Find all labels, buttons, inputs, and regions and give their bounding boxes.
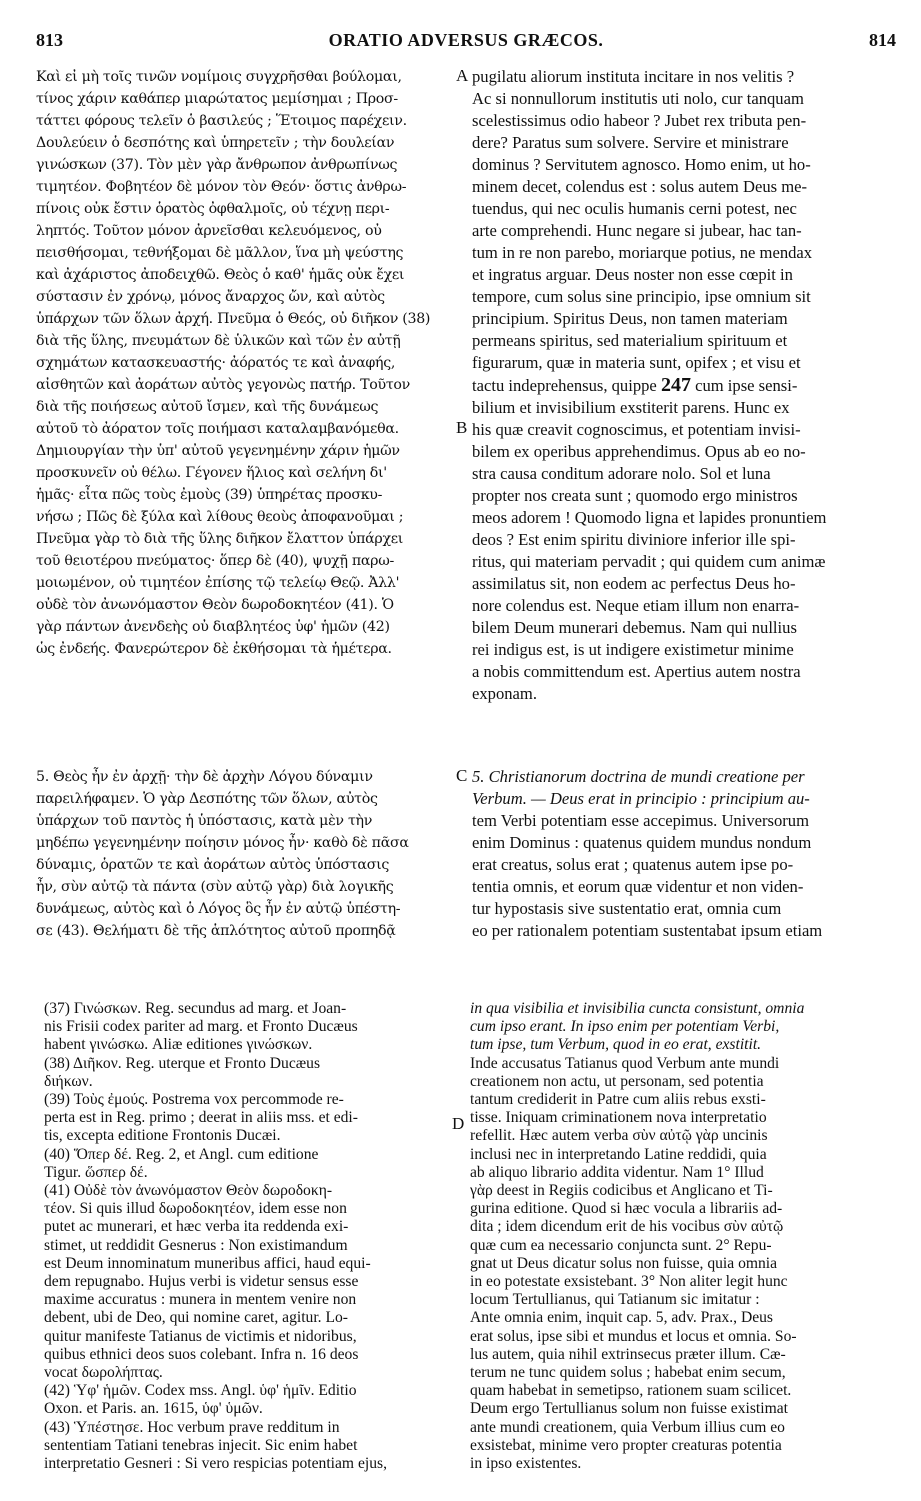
- footnote-left-line: quitur manifeste Tatianus de victimis et nidoribus,: [44, 1327, 357, 1345]
- footnotes-left-column: [44, 1000, 452, 1480]
- greek-top-line: πίνοις οὐκ ἔστιν ὁρατὸς ὀφθαλμοῖς, οὐ τέχνῃ περι-: [36, 201, 390, 217]
- greek-top-line: ἡμᾶς· εἶτα πῶς τοὺς ἐμοὺς (39) ὑπηρέτας προσκυ-: [36, 487, 383, 503]
- margin-marker-a: A: [456, 66, 469, 85]
- latin-top-line: Ac si nonnullorum institutis uti nolo, cur tanquam: [472, 89, 804, 108]
- latin-top-line: exponam.: [472, 684, 537, 703]
- latin-mid-line: erat creatus, solus erat ; quatenus autem ipse po-: [472, 855, 794, 874]
- footnote-left-line: (39) Τοὺς ἐμούς. Postrema vox percommode re-: [44, 1091, 344, 1109]
- footnote-left-line: dem repugnabo. Hujus verbi is videtur sensus esse: [44, 1273, 359, 1291]
- latin-top-line: his quæ creavit cognoscimus, et potentiam invisi-: [472, 420, 801, 439]
- greek-top-line: σχημάτων κατασκευαστής· ἀόρατός τε καὶ ἀναφής,: [36, 355, 396, 371]
- greek-top-line: ληπτός. Τοῦτον μόνον ἀρνεῖσθαι κελευόμενος, οὐ: [36, 223, 382, 239]
- greek-text-column-top: [36, 66, 456, 666]
- footnote-right-line: terum ne tunc quidem solus ; habebat enim secum,: [470, 1364, 786, 1382]
- footnote-right-line: dita ; idem dicendum erit de his vocibus σὺν αὐτῷ: [470, 1218, 784, 1236]
- latin-top-line: meos adorem ! Quomodo ligna et lapides pronuntiem: [472, 508, 827, 527]
- footnote-right-line: tum ipse, tum Verbum, quod in eo erat, exstitit.: [470, 1036, 762, 1054]
- margin-marker-b: B: [456, 418, 468, 437]
- greek-top-line: καὶ ἀχάριστος ἀποδειχθῶ. Θεὸς ὁ καθ' ἡμᾶς οὐκ ἔχει: [36, 267, 405, 283]
- latin-top-line: tum in re non parebo, moriarque potius, ne mendax: [472, 243, 813, 262]
- greek-top-line: τίνος χάριν καθάπερ μιαρώτατος μεμίσημαι ; Προσ-: [36, 91, 398, 107]
- footnote-left-line: (41) Οὐδὲ τὸν ἀνωνόμαστον Θεὸν δωροδοκη-: [44, 1182, 333, 1200]
- footnote-left-line: vocat δωρολήπτας.: [44, 1364, 163, 1382]
- footnote-right-line: gurina editione. Quod si hæc vocula a librariis ad-: [470, 1200, 783, 1218]
- footnote-left-line: interpretatio Gesneri : Si vero respicias potentiam ejus,: [44, 1455, 387, 1473]
- latin-top-line: deos ? Est enim spiritu diviniore inferior ille spi-: [472, 530, 796, 549]
- latin-top-line: bilem Deum munerari debemus. Nam qui nullius: [472, 618, 797, 637]
- footnote-right-line: creationem non actu, ut personam, sed potentia: [470, 1072, 764, 1090]
- greek-top-line: τοῦ θειοτέρου πνεύματος· ὅπερ δὲ (40), ψυχῇ παρω-: [36, 553, 394, 569]
- latin-text-column-section-5: [472, 766, 898, 946]
- latin-top-line: scelestissimus odio habeor ? Jubet rex tributa pen-: [472, 111, 807, 130]
- footnote-left-line: stimet, ut reddidit Gesnerus : Non existimandum: [44, 1236, 348, 1254]
- greek-text-column-section-5: [36, 766, 456, 946]
- footnote-left-line: habent γινώσκω. Aliæ editiones γινώσκων.: [44, 1036, 313, 1054]
- footnote-left-line: (42) Ὑφ' ἡμῶν. Codex mss. Angl. ὑφ' ἡμῖν. Editio: [44, 1382, 357, 1400]
- greek-top-line: αἰσθητῶν καὶ ἀοράτων αὐτὸς γεγονὼς πατήρ. Τοῦτον: [36, 377, 410, 393]
- footnote-right-line: cum ipso erant. In ipso enim per potentiam Verbi,: [470, 1018, 780, 1036]
- latin-top-line: rei indigus est, is ut indigere existimetur minime: [472, 640, 794, 659]
- latin-top-line: dere? Paratus sum solvere. Servire et ministrare: [472, 133, 789, 152]
- footnote-left-line: perta est in Reg. primo ; deerat in aliis mss. et edi-: [44, 1109, 358, 1127]
- greek-mid-line: δύναμις, ὁρατῶν τε καὶ ἀοράτων αὐτὸς ὑπόστασις: [36, 857, 390, 873]
- latin-top-line: arte comprehendi. Hunc negare si jubear, hac tan-: [472, 221, 802, 240]
- greek-top-line: ὑπάρχων τῶν ὅλων ἀρχή. Πνεῦμα ὁ Θεός, οὐ διῆκον (38): [36, 311, 431, 327]
- latin-top-line: nore colendus est. Neque etiam illum non enarra-: [472, 596, 800, 615]
- footnote-right-line: locum Tertullianus, qui Tatianum sic imitatur :: [470, 1291, 760, 1309]
- footnote-right-line: quam habebat in semetipso, rationem suam scilicet.: [470, 1382, 792, 1400]
- latin-top-line: dominus ? Servitutem agnosco. Homo enim, ut ho-: [472, 155, 811, 174]
- margin-marker-c: C: [456, 766, 468, 785]
- footnote-right-line: refellit. Hæc autem verba σὺν αὐτῷ γὰρ uncinis: [470, 1127, 768, 1145]
- greek-mid-line: σε (43). Θελήματι δὲ τῆς ἁπλότητος αὐτοῦ προπηδᾷ: [36, 923, 396, 939]
- latin-top-line: pugilatu aliorum instituta incitare in nos velitis ?: [472, 67, 795, 86]
- greek-top-line: Δημιουργίαν τὴν ὑπ' αὐτοῦ γεγενημένην χάριν ἡμῶν: [36, 443, 400, 459]
- latin-mid-line: tem Verbi potentiam esse accepimus. Universorum: [472, 811, 810, 830]
- greek-top-line: οὐδὲ τὸν ἀνωνόμαστον Θεὸν δωροδοκητέον (41). Ὁ: [36, 597, 394, 613]
- footnote-left-line: est Deum innominatum muneribus affici, haud equi-: [44, 1254, 371, 1272]
- footnote-right-line: ab aliquo librario addita videntur. Nam 1° Illud: [470, 1163, 764, 1181]
- footnote-right-line: tisse. Iniquam criminationem nova interpretatio: [470, 1109, 767, 1127]
- footnote-left-line: (40) Ὅπερ δέ. Reg. 2, et Angl. cum editione: [44, 1145, 319, 1163]
- footnote-right-line: γὰρ deest in Regiis codicibus et Anglicano et Ti-: [470, 1182, 773, 1200]
- latin-mid-line: enim Dominus : quatenus quidem mundus nondum: [472, 833, 812, 852]
- latin-top-line: permeans spiritus, sed materialium spirituum et: [472, 331, 788, 350]
- footnote-right-line: lus autem, quia nihil extrinsecus præter illum. Cæ-: [470, 1345, 786, 1363]
- footnote-left-line: sententiam Tatiani tenebras injecit. Sic enim habet: [44, 1436, 358, 1454]
- inline-page-number: 247: [660, 374, 691, 396]
- footnote-right-line: Ante omnia enim, inquit cap. 5, adv. Prax., Deus: [470, 1309, 774, 1327]
- latin-top-line: bilium et invisibilium exstiterit parens. Hunc ex: [472, 398, 790, 417]
- latin-mid-line: tur hypostasis sive sustentatio erat, omnia cum: [472, 899, 782, 918]
- latin-top-line: minem decet, colendus est : solus autem Deus me-: [472, 177, 808, 196]
- footnote-left-line: putet ac munerari, et hæc verba ita reddenda exi-: [44, 1218, 349, 1236]
- footnote-right-line: gnat ut Deus dicatur solus non fuisse, quia omnia: [470, 1254, 778, 1272]
- greek-top-line: μοιωμένον, οὐ τιμητέον ἐπίσης τῷ τελείῳ Θεῷ. Ἀλλ': [36, 575, 400, 591]
- running-header: [36, 30, 896, 56]
- latin-top-line: stra causa conditum adorare nolo. Sol et luna: [472, 464, 771, 483]
- greek-top-line: ὡς ἐνδεής. Φανερώτερον δὲ ἐκθήσομαι τὰ ἡμέτερα.: [36, 641, 392, 657]
- greek-top-line: προσκυνεῖν οὐ θέλω. Γέγονεν ἥλιος καὶ σελήνη δι': [36, 465, 387, 481]
- footnote-left-line: nis Frisii codex pariter ad marg. et Fronto Ducæus: [44, 1018, 358, 1036]
- latin-mid-line: tentia omnis, et eorum quæ videntur et non viden-: [472, 877, 804, 896]
- latin-top-line: tempore, cum solus sine principio, ipse omnium sit: [472, 287, 811, 306]
- latin-top-line: propter nos creata sunt ; quomodo ergo ministros: [472, 486, 798, 505]
- footnote-left-line: maxime accuratus : munera in mentem venire non: [44, 1291, 357, 1309]
- footnote-left-line: τέον. Si quis illud δωροδοκητέον, idem esse non: [44, 1200, 347, 1218]
- footnote-left-line: quibus ethnici deos suos colebant. Infra n. 16 deos: [44, 1345, 359, 1363]
- footnotes-right-column: [470, 1000, 898, 1480]
- footnote-left-line: tis, excepta editione Frontonis Ducæi.: [44, 1127, 281, 1145]
- greek-mid-line: δυνάμεως, αὐτὸς καὶ ὁ Λόγος ὃς ἦν ἐν αὐτῷ ὑπέστη-: [36, 901, 401, 917]
- footnote-left-line: (43) Ὑπέστησε. Hoc verbum prave redditum in: [44, 1418, 340, 1436]
- greek-top-line: πεισθήσομαι, τεθνήξομαι δὲ μᾶλλον, ἵνα μὴ ψεύστης: [36, 245, 404, 261]
- footnote-left-line: διήκων.: [44, 1072, 93, 1090]
- latin-mid-line: 5. Christianorum doctrina de mundi creatione per: [472, 767, 805, 786]
- greek-mid-line: ὑπάρχων τοῦ παντὸς ἡ ὑπόστασις, κατὰ μὲν τὴν: [36, 813, 373, 829]
- footnote-right-line: Deum ergo Tertullianus solum non fuisse existimat: [470, 1400, 788, 1418]
- footnote-right-line: in eo potestate exsistebant. 3° Non aliter legit hunc: [470, 1273, 788, 1291]
- footnote-right-line: in ipso existentes.: [470, 1455, 582, 1473]
- latin-mid-line: Verbum. — Deus erat in principio : principium au-: [472, 789, 810, 808]
- greek-top-line: γινώσκων (37). Τὸν μὲν γὰρ ἄνθρωπον ἀνθρωπίνως: [36, 157, 398, 173]
- footnote-right-line: in qua visibilia et invisibilia cuncta consistunt, omnia: [470, 1000, 805, 1017]
- footnote-right-line: exsistebat, minime vero propter creaturas potentia: [470, 1436, 782, 1454]
- footnote-right-line: ante mundi creationem, quia Verbum illius cum eo: [470, 1418, 785, 1436]
- latin-top-line: bilem ex operibus apprehendimus. Opus ab eo no-: [472, 442, 806, 461]
- greek-top-line: γὰρ πάντων ἀνενδεὴς οὐ διαβλητέος ὑφ' ἡμῶν (42): [36, 619, 390, 635]
- latin-top-line: principium. Spiritus Deus, non tamen materiam: [472, 309, 788, 328]
- latin-top-line: et ingratus arguar. Deus noster non esse cœpit in: [472, 265, 793, 284]
- footnote-right-line: erat solus, ipse sibi et mundus et locus et omnia. So-: [470, 1327, 797, 1345]
- latin-mid-line: eo per rationalem potentiam sustentabat ipsum etiam: [472, 921, 823, 940]
- greek-top-line: Δουλεύειν ὁ δεσπότης καὶ ὑπηρετεῖν ; τὴν δουλείαν: [36, 135, 395, 151]
- footnote-left-line: Oxon. et Paris. an. 1615, ὑφ' ὑμῶν.: [44, 1400, 263, 1418]
- latin-text-column-top: [472, 66, 898, 716]
- footnote-left-line: Tigur. ὥσπερ δέ.: [44, 1163, 148, 1181]
- page-number-left: 813: [36, 30, 63, 50]
- greek-top-line: Καὶ εἰ μὴ τοῖς τινῶν νομίμοις συγχρῆσθαι βούλομαι,: [36, 69, 402, 85]
- footnote-right-line: inclusi nec in interpretando Latine reddidi, quia: [470, 1145, 767, 1163]
- greek-top-line: αὐτοῦ τὸ ἀόρατον τοῖς ποιήμασι καταλαμβανόμεθα.: [36, 421, 399, 437]
- greek-top-line: σύστασιν ἐν χρόνῳ, μόνος ἄναρχος ὤν, καὶ αὐτὸς: [36, 289, 385, 305]
- latin-top-line: a nobis committendum est. Apertius autem nostra: [472, 662, 801, 681]
- latin-top-line: ritus, qui materiam pervadit ; qui quidem cum animæ: [472, 552, 826, 571]
- latin-top-line: tactu indeprehensus, quippe 247 cum ipse sensi-: [472, 374, 798, 396]
- greek-top-line: διὰ τῆς ποιήσεως αὐτοῦ ἴσμεν, καὶ τῆς δυνάμεως: [36, 399, 379, 415]
- footnote-left-line: (37) Γινώσκων. Reg. secundus ad marg. et Joan-: [44, 1000, 347, 1017]
- footnote-left-line: debent, ubi de Deo, qui nomine caret, agitur. Lo-: [44, 1309, 348, 1327]
- running-title: ORATIO ADVERSUS GRÆCOS.: [328, 30, 604, 50]
- latin-top-line: tuendus, qui nec oculis humanis cerni potest, nec: [472, 199, 797, 218]
- greek-top-line: νήσω ; Πῶς δὲ ξύλα καὶ λίθους θεοὺς ἀποφανοῦμαι ;: [36, 509, 404, 525]
- greek-top-line: τιμητέον. Φοβητέον δὲ μόνον τὸν Θεόν· ὅστις ἀνθρω-: [36, 179, 407, 195]
- greek-top-line: τάττει φόρους τελεῖν ὁ βασιλεύς ; Ἕτοιμος παρέχειν.: [36, 113, 407, 129]
- footnote-right-line: tantum crediderit in Patre cum aliis rebus exsti-: [470, 1091, 766, 1109]
- footnote-left-line: (38) Διῆκον. Reg. uterque et Fronto Ducæus: [44, 1054, 321, 1072]
- greek-mid-line: ἦν, σὺν αὐτῷ τὰ πάντα (σὺν αὐτῷ γὰρ) διὰ λογικῆς: [36, 879, 394, 895]
- greek-top-line: Πνεῦμα γὰρ τὸ διὰ τῆς ὕλης διῆκον ἔλαττον ὑπάρχει: [36, 531, 404, 547]
- latin-top-line: figurarum, quæ in materia sunt, opifex ; et visu et: [472, 353, 801, 372]
- greek-mid-line: παρειλήφαμεν. Ὁ γὰρ Δεσπότης τῶν ὅλων, αὐτὸς: [36, 791, 378, 807]
- margin-marker-d: D: [452, 1114, 465, 1133]
- greek-mid-line: 5. Θεὸς ἦν ἐν ἀρχῇ· τὴν δὲ ἀρχὴν Λόγου δύναμιν: [36, 769, 373, 785]
- footnote-right-line: Inde accusatus Tatianus quod Verbum ante mundi: [470, 1054, 780, 1072]
- greek-mid-line: μηδέπω γεγενημένην ποίησιν μόνος ἦν· καθὸ δὲ πᾶσα: [36, 835, 409, 851]
- footnote-right-line: quæ cum ea necessario conjuncta sunt. 2° Repu-: [470, 1236, 772, 1254]
- latin-top-line: assimilatus sit, non eodem ac perfectus Deus ho-: [472, 574, 796, 593]
- greek-top-line: διὰ τῆς ὕλης, πνευμάτων δὲ ὑλικῶν καὶ τῶν ἐν αὐτῇ: [36, 333, 401, 349]
- page-number-right: 814: [869, 30, 896, 50]
